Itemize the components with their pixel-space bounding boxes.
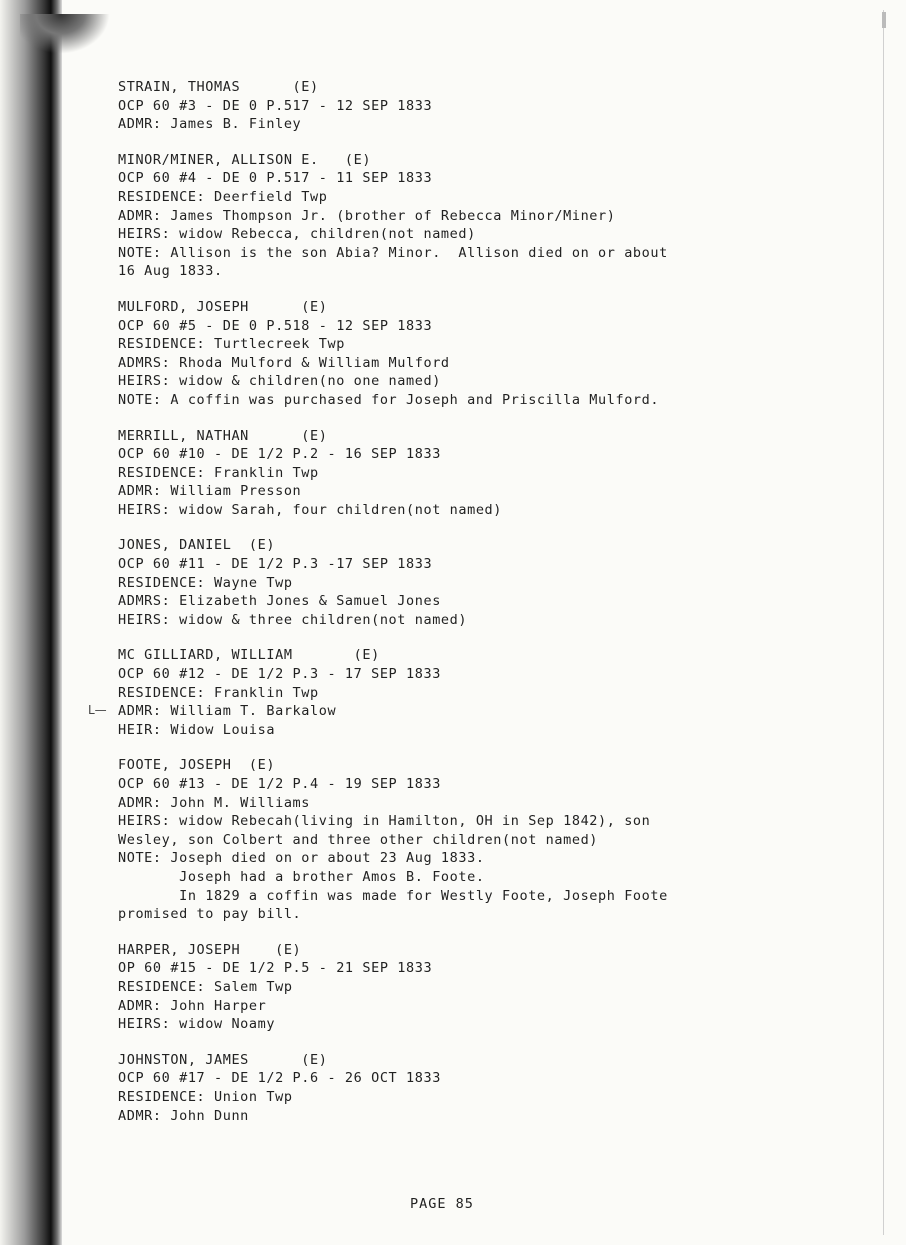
entry-line: RESIDENCE: Wayne Twp: [118, 574, 293, 591]
entry-line: OCP 60 #3 - DE 0 P.517 - 12 SEP 1833: [118, 97, 433, 114]
page-edge-mark: [882, 12, 886, 28]
entry-line: HEIR: Widow Louisa: [118, 721, 276, 738]
entry-line: ADMRS: Elizabeth Jones & Samuel Jones: [118, 593, 441, 610]
entry-line: ADMR: William Presson: [118, 483, 302, 500]
entry-line: ADMR: James Thompson Jr. (brother of Rebecca Minor/Miner): [118, 207, 616, 224]
entry-line: RESIDENCE: Franklin Twp: [118, 684, 319, 701]
entry: [118, 151, 818, 281]
probate-entries: [118, 78, 818, 1142]
entry-line: NOTE: Joseph died on or about 23 Aug 1833.: [118, 850, 485, 867]
entry-line: HEIRS: widow Rebecah(living in Hamilton, OH in Sep 1842), son: [118, 813, 651, 830]
entry-line: OCP 60 #5 - DE 0 P.518 - 12 SEP 1833: [118, 317, 433, 334]
binding-shadow: [0, 0, 62, 1245]
binding-shadow-top: [20, 14, 110, 54]
entry: [118, 756, 818, 923]
entry-line: ADMR: James B. Finley: [118, 116, 302, 133]
entry: [118, 646, 818, 739]
entry-line: RESIDENCE: Union Twp: [118, 1088, 293, 1105]
entry-name: FOOTE, JOSEPH (E): [118, 757, 276, 774]
entry-name: STRAIN, THOMAS (E): [118, 79, 319, 95]
entry-line: ADMR: John Dunn: [118, 1107, 249, 1124]
entry-line: ADMR: John M. Williams: [118, 794, 311, 811]
entry-line: NOTE: A coffin was purchased for Joseph and Priscilla Mulford.: [118, 391, 660, 408]
entry-line: In 1829 a coffin was made for Westly Foote, Joseph Foote: [118, 887, 668, 904]
entry: [118, 1051, 818, 1125]
entry-line: ADMR: William T. Barkalow: [118, 703, 337, 720]
entry-line: HEIRS: widow Noamy: [118, 1016, 276, 1033]
entry: [118, 536, 818, 629]
entry: [118, 298, 818, 410]
entry-line: RESIDENCE: Franklin Twp: [118, 464, 319, 481]
entry-line: RESIDENCE: Turtlecreek Twp: [118, 336, 345, 353]
entry-line: ADMR: John Harper: [118, 997, 267, 1014]
entry-line: HEIRS: widow & children(no one named): [118, 373, 441, 390]
entry-name: MERRILL, NATHAN (E): [118, 427, 328, 444]
page-edge: [883, 10, 884, 1235]
entry-line: OCP 60 #13 - DE 1/2 P.4 - 19 SEP 1833: [118, 776, 441, 792]
entry: [118, 427, 818, 520]
entry-line: promised to pay bill.: [118, 906, 302, 923]
entry-name: MC GILLIARD, WILLIAM (E): [118, 647, 380, 664]
entry-line: OCP 60 #10 - DE 1/2 P.2 - 16 SEP 1833: [118, 446, 441, 463]
entry-name: HARPER, JOSEPH (E): [118, 941, 302, 958]
entry-line: OCP 60 #12 - DE 1/2 P.3 - 17 SEP 1833: [118, 666, 441, 683]
entry-line: HEIRS: widow Rebecca, children(not named): [118, 226, 476, 243]
entry-line: ADMRS: Rhoda Mulford & William Mulford: [118, 354, 450, 371]
page-number: PAGE 85: [410, 1196, 474, 1212]
entry: [118, 941, 818, 1034]
entry-line: HEIRS: widow Sarah, four children(not named): [118, 501, 503, 518]
entry-name: JONES, DANIEL (E): [118, 537, 276, 554]
entry-line: RESIDENCE: Deerfield Twp: [118, 188, 328, 205]
margin-mark: ᒪ—: [88, 703, 107, 717]
entry-line: 16 Aug 1833.: [118, 263, 223, 280]
entry-line: OCP 60 #17 - DE 1/2 P.6 - 26 OCT 1833: [118, 1070, 441, 1087]
entry-line: OCP 60 #4 - DE 0 P.517 - 11 SEP 1833: [118, 170, 433, 187]
entry-name: MINOR/MINER, ALLISON E. (E): [118, 151, 372, 168]
entry-line: OCP 60 #11 - DE 1/2 P.3 -17 SEP 1833: [118, 556, 433, 573]
entry-line: RESIDENCE: Salem Twp: [118, 978, 293, 995]
entry-line: HEIRS: widow & three children(not named): [118, 611, 468, 628]
entry-line: Joseph had a brother Amos B. Foote.: [118, 868, 485, 885]
entry: [118, 78, 818, 134]
entry-line: OP 60 #15 - DE 1/2 P.5 - 21 SEP 1833: [118, 960, 433, 977]
entry-name: MULFORD, JOSEPH (E): [118, 298, 328, 315]
entry-name: JOHNSTON, JAMES (E): [118, 1051, 328, 1068]
entry-line: Wesley, son Colbert and three other children(not named): [118, 831, 599, 848]
entry-line: NOTE: Allison is the son Abia? Minor. Allison died on or about: [118, 244, 668, 261]
